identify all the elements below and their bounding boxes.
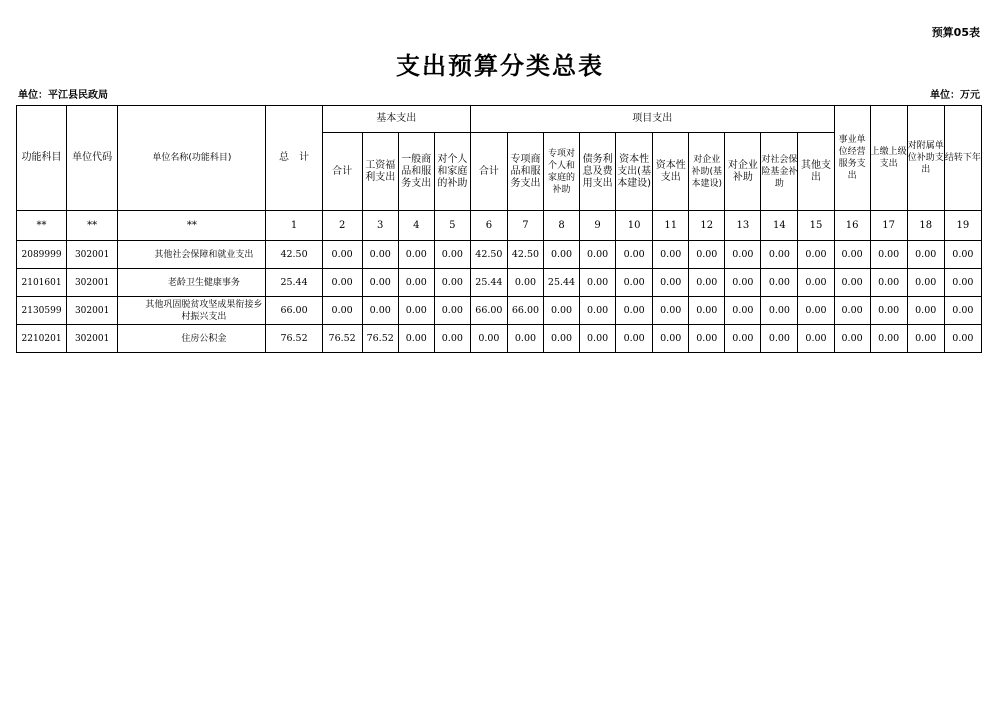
- amount-cell: 76.52: [266, 325, 322, 353]
- header-c7: 专项商品和服务支出: [507, 133, 543, 211]
- header-c12: 对企业补助(基本建设): [689, 133, 725, 211]
- table-body: [17, 241, 982, 353]
- header-c11: 资本性支出: [653, 133, 689, 211]
- unit-name-cell: 其他巩固脱贫攻坚成果衔接乡村振兴支出: [118, 297, 266, 325]
- header-c4: 一般商品和服务支出: [398, 133, 434, 211]
- amount-cell: 0.00: [507, 269, 543, 297]
- amount-cell: 25.44: [543, 269, 579, 297]
- amount-cell: 0.00: [689, 325, 725, 353]
- amount-cell: 0.00: [616, 297, 653, 325]
- amount-cell: 0.00: [725, 241, 761, 269]
- index-cell: 5: [434, 211, 470, 241]
- unit-code-cell: 302001: [67, 325, 118, 353]
- header-c17: 上缴上级支出: [870, 106, 907, 211]
- index-cell: 7: [507, 211, 543, 241]
- amount-cell: 76.52: [362, 325, 398, 353]
- index-cell: 13: [725, 211, 761, 241]
- index-cell: 15: [798, 211, 834, 241]
- amount-cell: 76.52: [322, 325, 362, 353]
- header-basic-expenditure: 基本支出: [322, 106, 470, 133]
- func-code-cell: 2089999: [17, 241, 67, 269]
- unit-code-cell: 302001: [67, 241, 118, 269]
- header-c10: 资本性支出(基本建设): [616, 133, 653, 211]
- index-cell: 19: [944, 211, 981, 241]
- amount-cell: 0.00: [834, 297, 870, 325]
- amount-cell: 0.00: [761, 325, 798, 353]
- amount-cell: 0.00: [798, 325, 834, 353]
- amount-cell: 0.00: [870, 325, 907, 353]
- table-row: [17, 325, 982, 353]
- amount-cell: 0.00: [543, 241, 579, 269]
- table-row: [17, 241, 982, 269]
- index-cell: 14: [761, 211, 798, 241]
- index-cell: 12: [689, 211, 725, 241]
- unit-name-cell: 其他社会保障和就业支出: [118, 241, 266, 269]
- amount-cell: 0.00: [725, 325, 761, 353]
- index-cell: 2: [322, 211, 362, 241]
- amount-cell: 66.00: [470, 297, 507, 325]
- amount-cell: 0.00: [580, 241, 616, 269]
- header-total: 总 计: [266, 106, 322, 211]
- index-cell: 9: [580, 211, 616, 241]
- amount-cell: 0.00: [907, 241, 944, 269]
- amount-cell: 0.00: [362, 241, 398, 269]
- func-code-cell: 2101601: [17, 269, 67, 297]
- amount-cell: 0.00: [907, 269, 944, 297]
- unit-name-cell: 老龄卫生健康事务: [118, 269, 266, 297]
- header-c15: 其他支出: [798, 133, 834, 211]
- amount-cell: 0.00: [322, 241, 362, 269]
- header-c5: 对个人和家庭的补助: [434, 133, 470, 211]
- header-c18: 对附属单位补助支出: [907, 106, 944, 211]
- index-cell: **: [118, 211, 266, 241]
- index-cell: 18: [907, 211, 944, 241]
- amount-cell: 0.00: [834, 241, 870, 269]
- amount-cell: 0.00: [725, 269, 761, 297]
- form-number: 预算05表: [931, 26, 980, 39]
- header-c3: 工资福利支出: [362, 133, 398, 211]
- amount-cell: 0.00: [944, 269, 981, 297]
- header-unit-code: 单位代码: [67, 106, 118, 211]
- amount-cell: 0.00: [616, 241, 653, 269]
- amount-cell: 0.00: [944, 241, 981, 269]
- amount-cell: 66.00: [266, 297, 322, 325]
- budget-table: [16, 105, 982, 353]
- table-row: [17, 269, 982, 297]
- amount-cell: 0.00: [580, 297, 616, 325]
- amount-cell: 0.00: [616, 325, 653, 353]
- index-cell: 4: [398, 211, 434, 241]
- amount-cell: 0.00: [434, 241, 470, 269]
- index-cell: 1: [266, 211, 322, 241]
- index-cell: 16: [834, 211, 870, 241]
- header-c14: 对社会保险基金补助: [761, 133, 798, 211]
- amount-cell: 42.50: [266, 241, 322, 269]
- header-c16: 事业单位经营服务支出: [834, 106, 870, 211]
- header-c6: 合计: [470, 133, 507, 211]
- index-cell: 6: [470, 211, 507, 241]
- index-cell: 17: [870, 211, 907, 241]
- amount-cell: 0.00: [798, 297, 834, 325]
- header-c8: 专项对个人和家庭的补助: [543, 133, 579, 211]
- amount-cell: 42.50: [470, 241, 507, 269]
- amount-cell: 0.00: [653, 325, 689, 353]
- amount-cell: 0.00: [834, 269, 870, 297]
- unit-name-cell: 住房公积金: [118, 325, 266, 353]
- page-title: 支出预算分类总表: [396, 52, 604, 80]
- amount-cell: 0.00: [322, 269, 362, 297]
- amount-cell: 0.00: [507, 325, 543, 353]
- amount-cell: 0.00: [398, 297, 434, 325]
- header-func-code: 功能科目: [17, 106, 67, 211]
- amount-cell: 0.00: [398, 325, 434, 353]
- amount-cell: 0.00: [543, 297, 579, 325]
- header-project-expenditure: 项目支出: [470, 106, 834, 133]
- amount-cell: 0.00: [834, 325, 870, 353]
- amount-cell: 25.44: [266, 269, 322, 297]
- currency-unit: 单位：万元: [930, 90, 980, 101]
- column-index-row: [17, 211, 982, 241]
- amount-cell: 0.00: [580, 325, 616, 353]
- amount-cell: 0.00: [870, 241, 907, 269]
- amount-cell: 0.00: [470, 325, 507, 353]
- amount-cell: 0.00: [653, 269, 689, 297]
- amount-cell: 0.00: [689, 269, 725, 297]
- func-code-cell: 2210201: [17, 325, 67, 353]
- amount-cell: 0.00: [761, 297, 798, 325]
- amount-cell: 0.00: [434, 269, 470, 297]
- amount-cell: 0.00: [870, 297, 907, 325]
- func-code-cell: 2130599: [17, 297, 67, 325]
- amount-cell: 0.00: [362, 269, 398, 297]
- amount-cell: 0.00: [725, 297, 761, 325]
- amount-cell: 0.00: [761, 241, 798, 269]
- amount-cell: 0.00: [434, 297, 470, 325]
- index-cell: **: [17, 211, 67, 241]
- index-cell: 11: [653, 211, 689, 241]
- amount-cell: 0.00: [580, 269, 616, 297]
- amount-cell: 0.00: [689, 297, 725, 325]
- amount-cell: 0.00: [870, 269, 907, 297]
- amount-cell: 0.00: [944, 325, 981, 353]
- amount-cell: 0.00: [543, 325, 579, 353]
- header-unit-name: 单位名称(功能科目): [118, 106, 266, 211]
- amount-cell: 42.50: [507, 241, 543, 269]
- amount-cell: 0.00: [362, 297, 398, 325]
- amount-cell: 0.00: [398, 269, 434, 297]
- header-c13: 对企业补助: [725, 133, 761, 211]
- amount-cell: 0.00: [907, 297, 944, 325]
- index-cell: **: [67, 211, 118, 241]
- table-row: [17, 297, 982, 325]
- unit-code-cell: 302001: [67, 269, 118, 297]
- index-cell: 3: [362, 211, 398, 241]
- header-c9: 债务利息及费用支出: [580, 133, 616, 211]
- amount-cell: 0.00: [398, 241, 434, 269]
- amount-cell: 0.00: [761, 269, 798, 297]
- amount-cell: 0.00: [944, 297, 981, 325]
- amount-cell: 0.00: [907, 325, 944, 353]
- amount-cell: 0.00: [653, 241, 689, 269]
- amount-cell: 0.00: [653, 297, 689, 325]
- amount-cell: 0.00: [322, 297, 362, 325]
- amount-cell: 66.00: [507, 297, 543, 325]
- unit-code-cell: 302001: [67, 297, 118, 325]
- index-cell: 10: [616, 211, 653, 241]
- amount-cell: 0.00: [798, 269, 834, 297]
- amount-cell: 0.00: [616, 269, 653, 297]
- amount-cell: 0.00: [434, 325, 470, 353]
- index-cell: 8: [543, 211, 579, 241]
- amount-cell: 25.44: [470, 269, 507, 297]
- amount-cell: 0.00: [798, 241, 834, 269]
- header-c19: 结转下年: [944, 106, 981, 211]
- header-c2: 合计: [322, 133, 362, 211]
- unit-name: 单位：平江县民政局: [18, 90, 108, 101]
- amount-cell: 0.00: [689, 241, 725, 269]
